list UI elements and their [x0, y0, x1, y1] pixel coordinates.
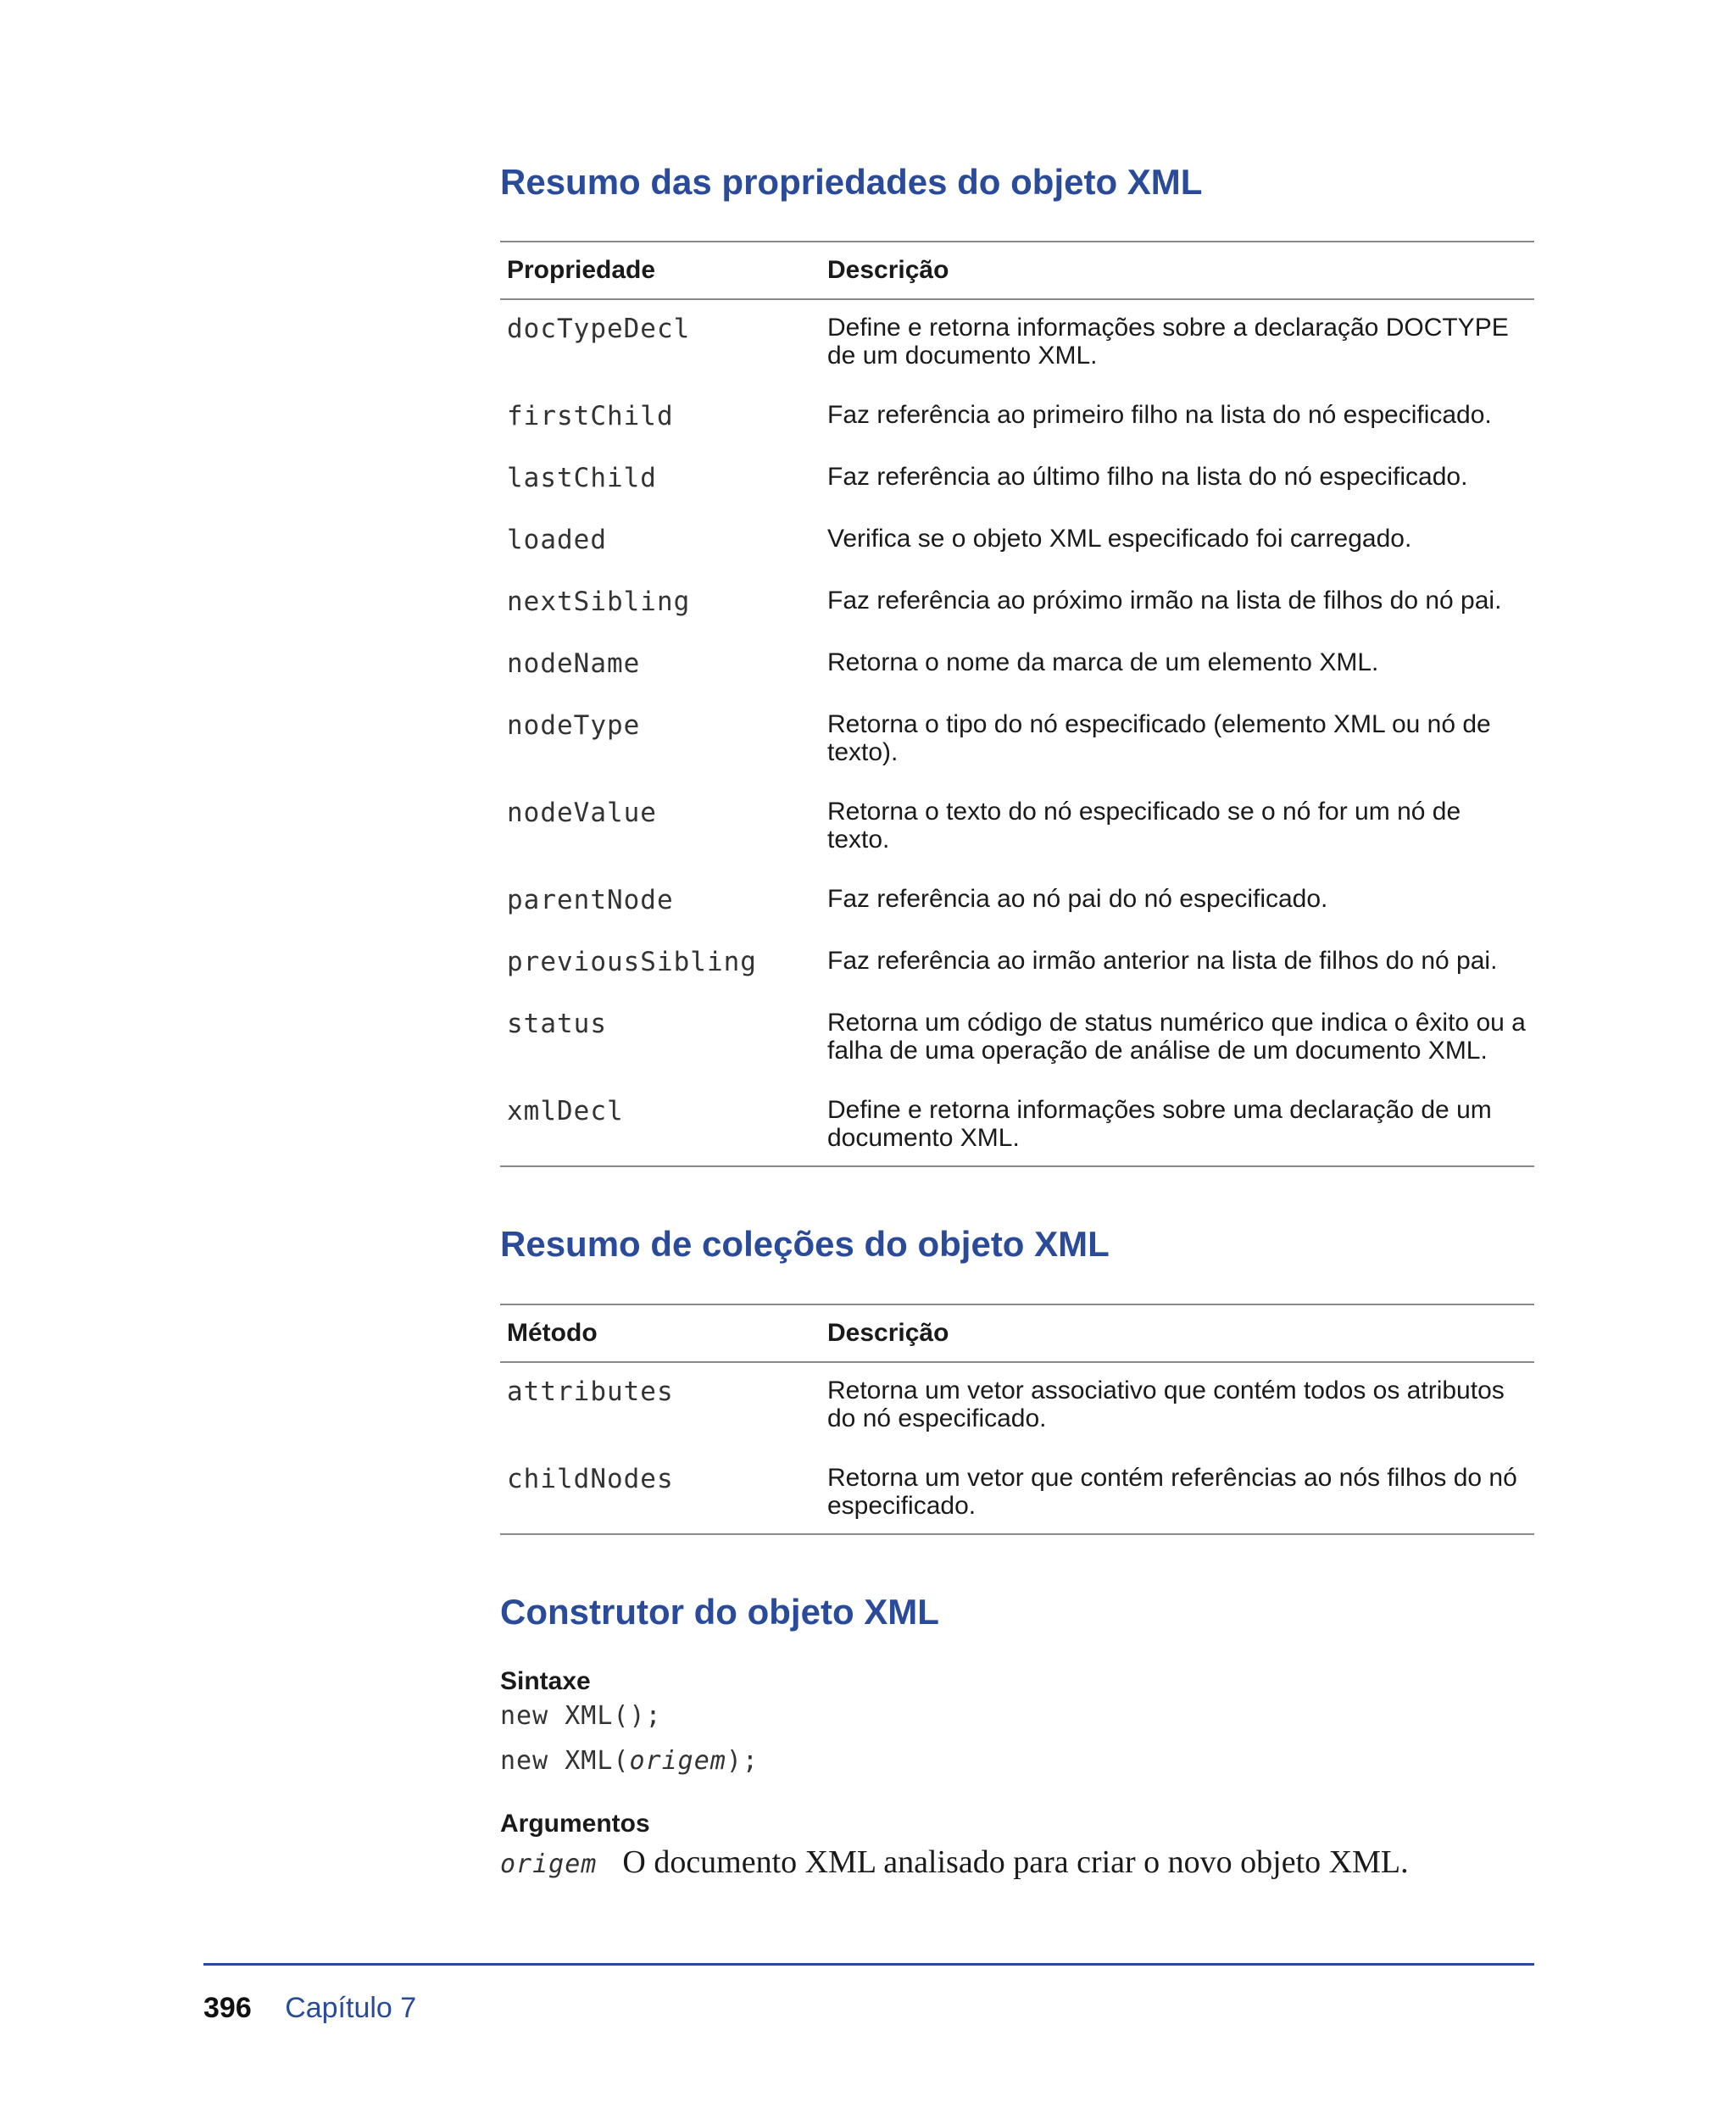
- page-content: [500, 161, 1534, 1881]
- table-row: [500, 576, 1534, 638]
- argument-entry: [500, 1844, 1534, 1881]
- table-row: [500, 453, 1534, 514]
- table-row: [500, 1362, 1534, 1454]
- property-description: Retorna um código de status numérico que indica o êxito ou a falha de uma operação de análise de um documento XML.: [827, 1009, 1526, 1065]
- table-row: [500, 1454, 1534, 1534]
- property-name: firstChild: [507, 401, 674, 432]
- column-header-method: Método: [500, 1304, 821, 1362]
- property-name: nodeType: [507, 710, 641, 742]
- arguments-label: Argumentos: [500, 1810, 650, 1838]
- table-header-row: [500, 242, 1534, 299]
- method-name: attributes: [507, 1376, 674, 1407]
- syntax-line-1: new XML();: [500, 1701, 662, 1732]
- property-description: Faz referência ao próximo irmão na lista de filhos do nó pai.: [827, 587, 1502, 615]
- method-description: Retorna um vetor associativo que contém todos os atributos do nó especificado.: [827, 1376, 1505, 1432]
- property-name: xmlDecl: [507, 1096, 624, 1127]
- chapter-label: Capítulo 7: [285, 1992, 417, 2024]
- property-description: Retorna o tipo do nó especificado (elemento XML ou nó de texto).: [827, 710, 1491, 767]
- properties-table: [500, 241, 1534, 1167]
- property-name: previousSibling: [507, 947, 757, 978]
- table-row: [500, 514, 1534, 576]
- syntax-line-2-prefix: new XML(: [500, 1746, 630, 1777]
- property-name: nextSibling: [507, 587, 691, 618]
- property-description: Define e retorna informações sobre uma declaração de um documento XML.: [827, 1096, 1492, 1153]
- method-description: Retorna um vetor que contém referências ao nós filhos do nó especificado.: [827, 1463, 1517, 1520]
- footer-rule: [203, 1963, 1534, 1966]
- page-number: 396: [203, 1992, 252, 2024]
- collections-heading: Resumo de coleções do objeto XML: [500, 1224, 1110, 1265]
- property-description: Retorna o nome da marca de um elemento XML.: [827, 648, 1379, 677]
- properties-heading: Resumo das propriedades do objeto XML: [500, 162, 1203, 202]
- syntax-label: Sintaxe: [500, 1667, 591, 1696]
- property-name: nodeValue: [507, 798, 657, 829]
- property-description: Define e retorna informações sobre a declaração DOCTYPE de um documento XML.: [827, 314, 1509, 370]
- property-name: status: [507, 1009, 607, 1040]
- property-description: Faz referência ao nó pai do nó especificado.: [827, 885, 1328, 914]
- property-description: Faz referência ao irmão anterior na lista de filhos do nó pai.: [827, 947, 1498, 976]
- constructor-heading: Construtor do objeto XML: [500, 1591, 939, 1632]
- syntax-line-2-suffix: );: [726, 1746, 759, 1777]
- constructor-section: [500, 1591, 1534, 1881]
- table-header-row: [500, 1304, 1534, 1362]
- property-description: Faz referência ao primeiro filho na lista do nó especificado.: [827, 401, 1492, 430]
- property-description: Faz referência ao último filho na lista do nó especificado.: [827, 463, 1468, 492]
- table-row: [500, 937, 1534, 998]
- property-name: docTypeDecl: [507, 314, 691, 345]
- table-row: [500, 391, 1534, 453]
- property-name: lastChild: [507, 463, 657, 494]
- table-row: [500, 299, 1534, 391]
- collections-table: [500, 1304, 1534, 1535]
- table-row: [500, 998, 1534, 1086]
- table-row: [500, 787, 1534, 875]
- table-row: [500, 638, 1534, 700]
- table-row: [500, 700, 1534, 787]
- syntax-line-2: [500, 1746, 1534, 1776]
- method-name: childNodes: [507, 1463, 674, 1494]
- table-row: [500, 875, 1534, 937]
- argument-name: origem: [500, 1849, 598, 1880]
- column-header-description: Descrição: [821, 1304, 1534, 1362]
- column-header-property: Propriedade: [500, 242, 821, 299]
- column-header-description: Descrição: [821, 242, 1534, 299]
- property-name: parentNode: [507, 885, 674, 916]
- collections-section: [500, 1223, 1534, 1534]
- property-description: Retorna o texto do nó especificado se o nó for um nó de texto.: [827, 798, 1461, 854]
- property-name: nodeName: [507, 648, 641, 680]
- page-footer: [203, 1992, 416, 2025]
- property-description: Verifica se o objeto XML especificado foi carregado.: [827, 525, 1412, 553]
- syntax-line-2-arg: origem: [629, 1746, 726, 1777]
- table-row: [500, 1086, 1534, 1166]
- argument-description: O documento XML analisado para criar o novo objeto XML.: [622, 1844, 1409, 1881]
- property-name: loaded: [507, 525, 607, 556]
